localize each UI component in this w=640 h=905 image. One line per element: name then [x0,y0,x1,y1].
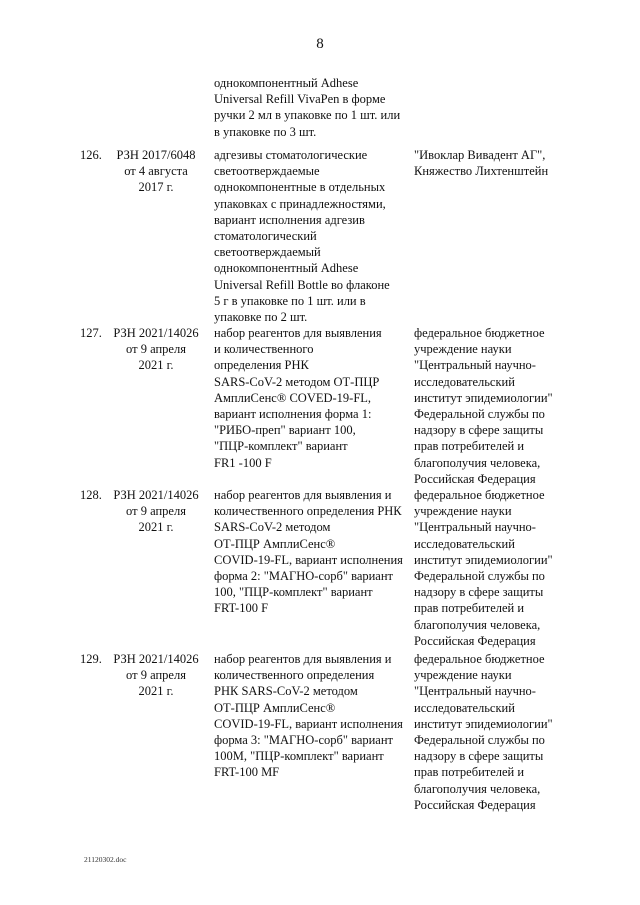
manufacturer-line: надзору в сфере защиты [414,749,544,764]
description-line: вариант исполнения форма 1: [214,407,372,422]
description-line: форма 2: "МАГНО-сорб" вариант [214,569,394,584]
registration-line: РЗН 2021/14026 [113,488,199,502]
registration-line: 2021 г. [138,684,174,699]
page-number: 8 [316,36,324,52]
manufacturer-line: институт эпидемиологии" [414,716,553,731]
registration-line: РЗН 2021/14026 [113,652,199,666]
manufacturer [414,487,564,649]
description-line: 100М, "ПЦР-комплект" вариант [214,749,384,764]
description-line: ОТ-ПЦР АмплиСенс® [214,536,336,551]
manufacturer-line: Российская Федерация [414,471,536,486]
manufacturer-line: "Центральный научно- [414,520,536,535]
description-line: SARS-CoV-2 методом ОТ-ПЦР [214,374,380,389]
description-line: набор реагентов для выявления [214,326,382,340]
product-description [214,147,410,325]
manufacturer-line: "Центральный научно- [414,684,536,699]
product-description [214,487,410,617]
registration-line: РЗН 2017/6048 [116,148,196,162]
registration-line: 2021 г. [138,520,174,535]
manufacturer-line: исследовательский [414,374,515,389]
manufacturer-line: прав потребителей и [414,439,525,454]
description-line: количественного определения РНК [214,504,402,519]
manufacturer-line: институт эпидемиологии" [414,552,553,567]
description-line: однокомпонентные в отдельных [214,180,386,195]
registration-line: РЗН 2021/14026 [113,326,199,340]
description-line: упаковке по 2 шт. [214,310,308,325]
description-line: ОТ-ПЦР АмплиСенс® [214,700,336,715]
manufacturer-line: федеральное бюджетное [414,652,545,666]
manufacturer-line: надзору в сфере защиты [414,585,544,600]
manufacturer-line: Федеральной службы по [414,733,545,748]
row-number: 127. [80,326,102,340]
registration-info [110,325,202,374]
description-line: "РИБО-преп" вариант 100, [214,423,356,438]
description-line: однокомпонентный Adhese [214,261,359,276]
manufacturer [414,147,564,179]
description-line: РНК SARS-CoV-2 методом [214,684,358,699]
manufacturer-line: благополучия человека, [414,617,541,632]
manufacturer-line: исследовательский [414,700,515,715]
row-number: 128. [80,488,102,502]
registration-line: 2021 г. [138,358,174,373]
manufacturer-line: федеральное бюджетное [414,326,545,340]
description-line: светоотверждаемые [214,164,320,179]
registration-info [110,651,202,700]
description-line: набор реагентов для выявления и [214,488,392,502]
description-line: количественного определения [214,668,375,683]
manufacturer-line: федеральное бюджетное [414,488,545,502]
description-line: 5 г в упаковке по 1 шт. или в [214,293,366,308]
registration-line: от 4 августа [124,164,188,179]
description-line: "ПЦР-комплект" вариант [214,439,348,454]
continuation-line: в упаковке по 3 шт. [214,124,317,139]
manufacturer-line: Федеральной службы по [414,569,545,584]
continuation-line: однокомпонентный Adhese [214,76,359,90]
manufacturer-line: благополучия человека, [414,455,541,470]
description-line: COVID-19-FL, вариант исполнения [214,716,403,731]
continuation-line: ручки 2 мл в упаковке по 1 шт. или [214,108,401,123]
registration-line: от 9 апреля [126,342,186,357]
manufacturer-line: прав потребителей и [414,601,525,616]
description-line: стоматологический [214,229,317,244]
manufacturer-line: институт эпидемиологии" [414,390,553,405]
product-description [214,325,410,471]
manufacturer-line: "Ивоклар Вивадент АГ", [414,148,546,162]
manufacturer-line: Княжество Лихтенштейн [414,164,549,179]
manufacturer [414,325,564,487]
manufacturer-line: исследовательский [414,536,515,551]
manufacturer-line: Российская Федерация [414,633,536,648]
description-line: FRT-100 F [214,601,269,616]
description-line: форма 3: "МАГНО-сорб" вариант [214,733,394,748]
description-line: вариант исполнения адгезив [214,212,365,227]
row-number: 129. [80,652,102,666]
registration-info [110,147,202,196]
manufacturer-line: "Центральный научно- [414,358,536,373]
description-line: упаковках с принадлежностями, [214,196,386,211]
manufacturer-line: благополучия человека, [414,781,541,796]
description-line: определения РНК [214,358,309,373]
continuation-text [214,75,410,140]
description-line: Universal Refill Bottle во флаконе [214,277,390,292]
description-line: АмплиСенс® COVED-19-FL, [214,390,372,405]
registration-line: от 9 апреля [126,668,186,683]
registration-line: от 9 апреля [126,504,186,519]
manufacturer-line: Федеральной службы по [414,407,545,422]
description-line: SARS-CoV-2 методом [214,520,331,535]
registration-info [110,487,202,536]
description-line: FRT-100 MF [214,765,280,780]
manufacturer [414,651,564,813]
manufacturer-line: учреждение науки [414,342,512,357]
manufacturer-line: надзору в сфере защиты [414,423,544,438]
description-line: светоотверждаемый [214,245,321,260]
description-line: набор реагентов для выявления и [214,652,392,666]
description-line: FR1 -100 F [214,455,272,470]
row-number: 126. [80,148,102,162]
product-description [214,651,410,781]
description-line: и количественного [214,342,314,357]
document-filename: 21120302.doc [84,855,127,864]
manufacturer-line: учреждение науки [414,668,512,683]
registration-line: 2017 г. [138,180,174,195]
manufacturer-line: прав потребителей и [414,765,525,780]
manufacturer-line: учреждение науки [414,504,512,519]
description-line: 100, "ПЦР-комплект" вариант [214,585,373,600]
manufacturer-line: Российская Федерация [414,797,536,812]
continuation-line: Universal Refill VivaPen в форме [214,92,386,107]
description-line: COVID-19-FL, вариант исполнения [214,552,403,567]
description-line: адгезивы стоматологические [214,148,368,162]
